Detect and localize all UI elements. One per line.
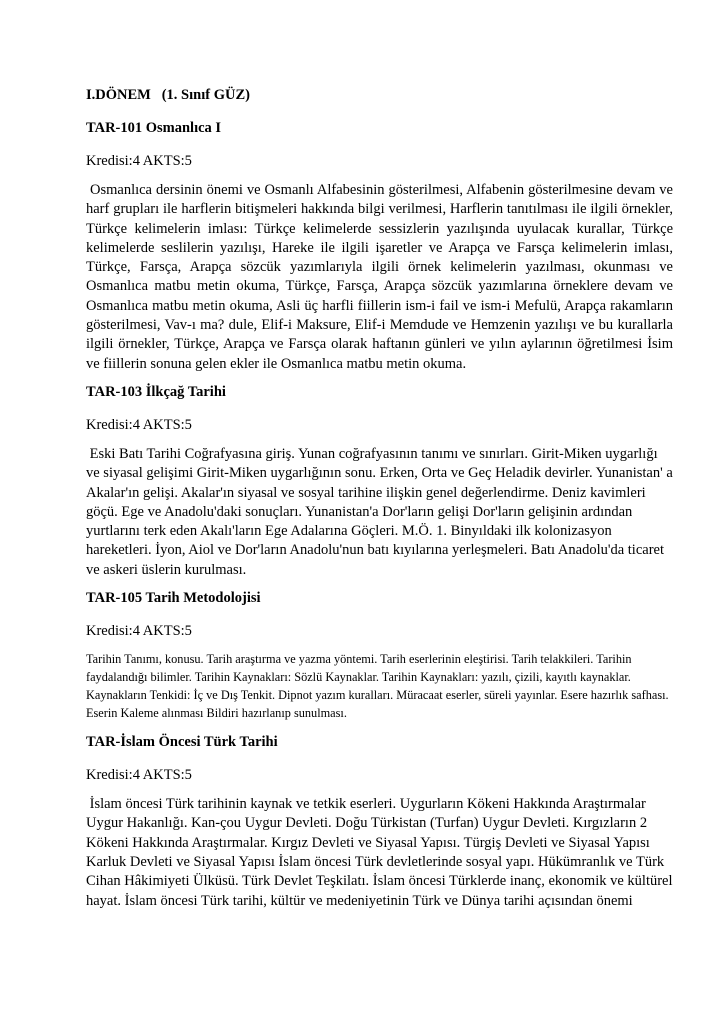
course-description: İslam öncesi Türk tarihinin kaynak ve tetkik eserleri. Uygurların Kökeni Hakkında Araştırmalar Uygur Hakanlığı. Kan-çou Uygur Devleti. Doğu Türkistan (Turfan) Uygur Devleti. Kırgızların 2 Kökeni Hakkında Araştırmalar. Kırgız Devleti ve Siyasal Yapısı. Türgiş Devleti ve Siyasal Yapısı Karluk Devleti ve Siyasal Yapısı İslam öncesi Türk devletlerinde sosyal yapı. Hükümranlık ve Türk Cihan Hâkimiyeti Ülküsü. Türk Devlet Teşkilatı. İslam öncesi Türklerde inanç, ekonomik ve kültürel hayat. İslam öncesi Türk tarihi, kültür ve medeniyetinin Türk ve Dünya tarihi açısından önemi <box>86 796 677 909</box>
course-title: TAR-103 İlkçağ Tarihi <box>86 383 226 400</box>
course-title: TAR-101 Osmanlıca I <box>86 120 222 136</box>
course-credits: Kredisi:4 AKTS:5 <box>86 623 192 640</box>
course-description: Tarihin Tanımı, konusu. Tarih araştırma ve yazma yöntemi. Tarih eserlerinin eleştirisi. Tarih telakkileri. Tarihin faydalandığı bilimler. Tarihin Kaynakları: Sözlü Kaynaklar. Tarihin Kaynakları: yazılı, çizili, kayıtlı kaynaklar. Kaynakların Tenkidi: İç ve Dış Tenkit. Dipnot yazım kuralları. Müracaat eserler, süreli yayınlar. Esere hazırlık safhası. Eserin Kaleme alınması Bildiri hazırlanıp sunulması. <box>86 652 669 721</box>
course-credits: Kredisi:4 AKTS:5 <box>86 767 192 784</box>
semester-heading: I.DÖNEM (1. Sınıf GÜZ) <box>86 87 250 103</box>
course-credits: Kredisi:4 AKTS:5 <box>86 153 192 169</box>
course-description: Eski Batı Tarihi Coğrafyasına giriş. Yunan coğrafyasının tanımı ve sınırları. Girit-Miken uygarlığı ve siyasal gelişimi Girit-Miken uygarlığının sonu. Erken, Orta ve Geç Heladik devirler. Yunanistan' a Akalar'ın gelişi. Akalar'ın siyasal ve sosyal tarihine ilişkin genel değerlendirme. Deniz kavimleri göçü. Ege ve Anadolu'daki sonuçları. Yunanistan'a Dor'ların gelişi Dor'ların gelişinin ardından yurtlarını terk eden Akalı'ların Ege Adalarına Göçleri. M.Ö. 1. Binyıldaki ilk kolonizasyon hareketleri. İyon, Aiol ve Dor'ların Anadolu'nun batı kıyılarına yerleşmeleri. Batı Anadolu'da ticaret ve askeri üslerin kurulması. <box>86 445 676 578</box>
course-title: TAR-105 Tarih Metodolojisi <box>86 590 261 607</box>
document-page <box>86 86 677 911</box>
course-title: TAR-İslam Öncesi Türk Tarihi <box>86 734 278 751</box>
course-description: Osmanlıca dersinin önemi ve Osmanlı Alfabesinin gösterilmesi, Alfabenin gösterilmesine devam ve harf grupları ile harflerin bitişmeleri hakkında bilgi verilmesi, Harflerin tanıtılması ile ilgili örnekler, Türkçe kelimelerin imlası: Türkçe kelimelerde sessizlerin yazılışında uyulacak kurallar, Türkçe kelimelerde seslilerin yazılışı, Hareke ile ilgili işaretler ve Arapça ve Farsça kelimelerin imlası, Türkçe, Farsça, Arapça sözcük yazımlarıyla ilgili örnek kelimelerin yazılması, okunması ve Osmanlıca matbu metin okuma, Türkçe, Farsça, Arapça sözcük yazımlarına örneklere devam ve Osmanlıca matbu metin okuma, Asli üç harfli fiillerin ism-i fail ve ism-i Mefulü, Arapça rakamların gösterilmesi, Vav-ı ma? dule, Elif-i Maksure, Elif-i Memdude ve Hemzenin yazılışı ve bu kurallarla ilgili örnekler, Türkçe, Arapça ve Farsça olarak haftanın günleri ve yılın aylarının öğretilmesi İsim ve fiillerin sonuna gelen ekler ile Osmanlıca matbu metin okuma. <box>86 182 677 372</box>
course-credits: Kredisi:4 AKTS:5 <box>86 416 192 433</box>
